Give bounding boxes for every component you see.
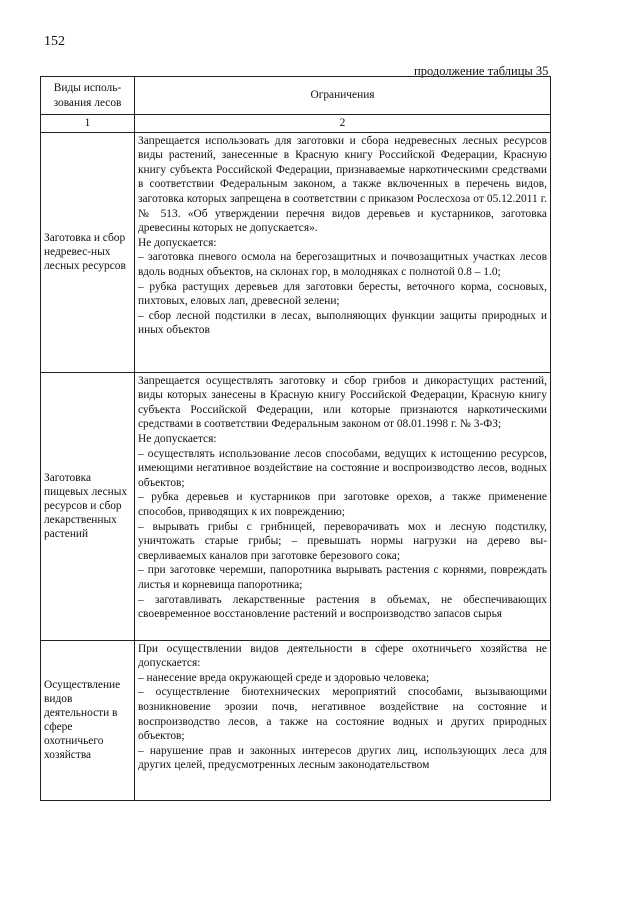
column-number-2: 2	[135, 115, 551, 133]
restriction-item: – рубка растущих деревьев для заготовки бересты, веточного корма, сосновых, пихтовых, еловых лап, древесной зелени;	[138, 280, 547, 308]
restriction-item: – сбор лесной подстилки в лесах, выполняющих функции защиты природных и иных объектов	[138, 309, 547, 337]
restriction-item: – рубка деревьев и кустарников при заготовке орехов, а также применение способов, приводящих к их повреждению;	[138, 491, 547, 518]
column-number-row	[41, 115, 551, 133]
restriction-intro: Запрещается использовать для заготовки и сбора недревесных лесных ресурсов виды растений, занесенные в Красную книгу Российской Федерации, Красную книгу субъекта Российской Федерации, признаваемые наркотическими средствами в соответствии Федеральным законом, а также включенных в перечень видов, заготовка которых запрещена в соответствии с приказом Рослесхоза от 05.12.2011 г. № 513. «Об утверждении перечня видов деревьев и кустарников, заготовка древесины которых не допускается».	[138, 134, 547, 235]
restriction-item: – при заготовке черемши, папоротника вырывать растения с корнями, повреждать листья и корневища папоротника;	[138, 564, 547, 591]
table-row	[41, 372, 551, 640]
restriction-item: – заготавливать лекарственные растения в объемах, не обеспечивающих своевременное восстановление растений и воспроизводство запасов сырья	[138, 593, 547, 621]
restrictions-cell	[135, 372, 551, 640]
forest-use-type: Осуществление видов деятельности в сфере охотничьего хозяйства	[41, 640, 135, 800]
table-continuation-label: продолжение таблицы 35	[414, 64, 549, 78]
restrictions-table	[40, 76, 551, 801]
restriction-intro: При осуществлении видов деятельности в сфере охотничьего хозяйства не допускается:	[138, 642, 547, 670]
restriction-item: – заготовка пневого осмола на берегозащитных и почвозащитных участках лесов вдоль водных объектов, на склонах гор, в молодняках с полнотой 0.8 – 1.0;	[138, 251, 547, 278]
page-number: 152	[44, 34, 65, 49]
restriction-item: – осуществлять использование лесов способами, ведущих к истощению ресурсов, имеющими негативное воздействие на состояние и воспроизводство лесов, водных объектов;	[138, 447, 547, 489]
header-restrictions: Ограничения	[135, 77, 551, 115]
header-forest-use-type: Виды исполь-зования лесов	[41, 77, 135, 115]
forest-use-type: Заготовка пищевых лесных ресурсов и сбор лекарственных растений	[41, 372, 135, 640]
restriction-item: Не допускается:	[138, 236, 217, 249]
restriction-intro: Запрещается осуществлять заготовку и сбор грибов и дикорастущих растений, виды которых занесены в Красную книгу Российской Федерации, Красную книгу субъекта Российской Федерации, или которые признаются наркотическими средствами в соответствии Федеральным законом от 08.01.1998 г. № 3-ФЗ;	[138, 374, 547, 431]
table-header-row	[41, 77, 551, 115]
restriction-item: – нанесение вреда окружающей среде и здоровью человека;	[138, 671, 430, 684]
restriction-item: – вырывать грибы с грибницей, переворачивать мох и лесную подстилку, уничтожать старые грибы; – превышать нормы нагрузки на дерево вы- сверливаемых каналов при заготовке березового сока;	[138, 520, 547, 562]
restriction-item: – нарушение прав и законных интересов других лиц, использующих леса для других целей, предусмотренных лесным законодательством	[138, 744, 547, 772]
column-number-1: 1	[41, 115, 135, 133]
table-row	[41, 640, 551, 800]
restrictions-cell	[135, 132, 551, 372]
restrictions-cell	[135, 640, 551, 800]
restriction-item: Не допускается:	[138, 432, 217, 445]
restriction-item: – осуществление биотехнических мероприятий способами, вызывающими возникновение эрозии почв, негативное воздействие на состояние и воспроизводство лесов, а также на состояние водных и других природных объектов;	[138, 686, 547, 743]
forest-use-type: Заготовка и сбор недревес-ных лесных ресурсов	[41, 132, 135, 372]
table-row	[41, 132, 551, 372]
